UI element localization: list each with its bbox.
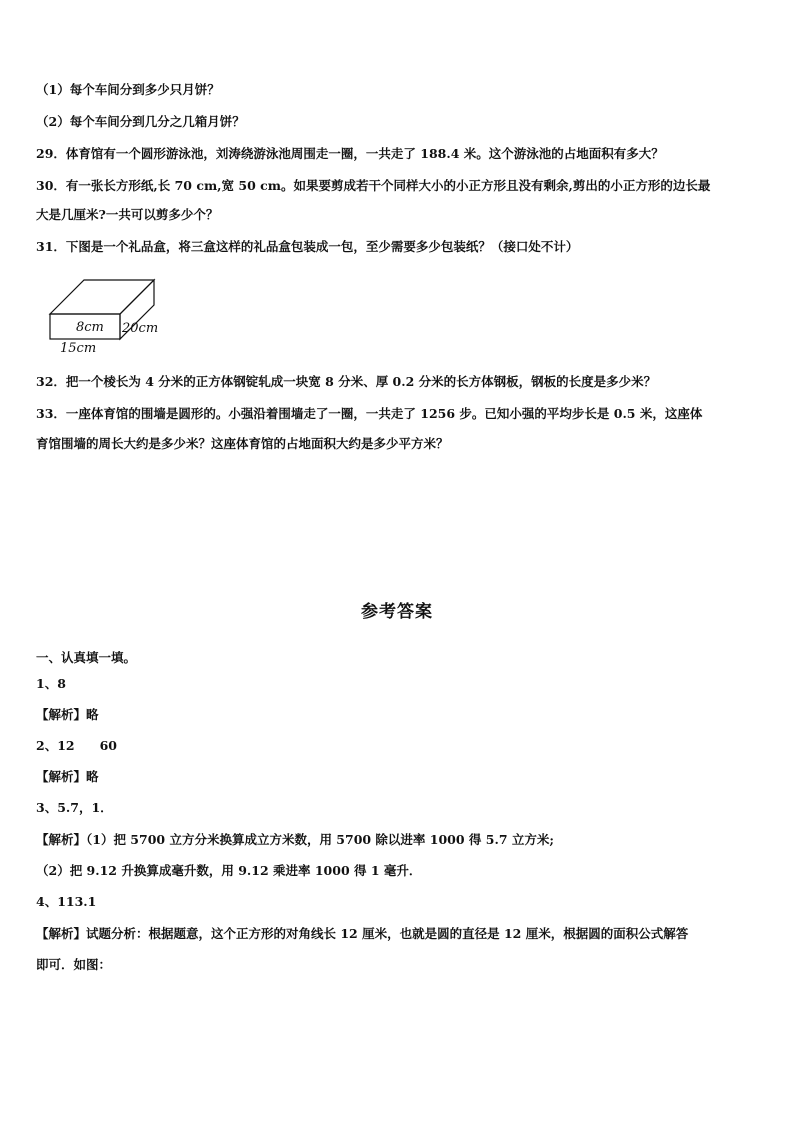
q29: 29．体育馆有一个圆形游泳池，刘涛绕游泳池周围走一圈，一共走了 188.4 米。这个游泳池的占地面积有多大？ [36,146,664,161]
length-label: 15cm [60,341,97,356]
q32: 32．把一个棱长为 4 分米的正方体钢锭轧成一块宽 8 分米、厚 0.2 分米的长方体钢板，钢板的长度是多少米？ [36,374,657,389]
q33-line2: 育馆围墙的周长大约是多少米？这座体育馆的占地面积大约是多少平方米？ [36,436,449,451]
answer-2: 2、12 60 [36,738,117,753]
answer-2-explanation: 【解析】略 [36,769,99,784]
width-label: 20cm [122,321,159,336]
height-label: 8cm [76,320,104,335]
q31: 31．下图是一个礼品盒，将三盒这样的礼品盒包装成一包，至少需要多少包装纸？（接口处不计） [36,239,579,254]
q30-line1: 30．有一张长方形纸,长 70 cm,宽 50 cm。如果要剪成若干个同样大小的小正方形且没有剩余,剪出的小正方形的边长最 [36,178,711,193]
q30-line2: 大是几厘米?一共可以剪多少个？ [36,207,219,222]
answer-4-explanation-1: 【解析】试题分析：根据题意，这个正方形的对角线长 12 厘米，也就是圆的直径是 12 厘米，根据圆的面积公式解答 [36,926,689,941]
q33-line1: 33．一座体育馆的围墙是圆形的。小强沿着围墙走了一圈，一共走了 1256 步。已知小强的平均步长是 0.5 米，这座体 [36,406,703,421]
gift-box-figure [36,270,176,360]
answer-1-explanation: 【解析】略 [36,707,99,722]
answer-4: 4、113.1 [36,894,97,909]
answer-3: 3、5.7，1． [36,800,113,815]
answer-4-explanation-2: 即可．如图： [36,957,112,972]
cuboid-top-face [50,280,154,314]
q28-sub2: （2）每个车间分到几分之几箱月饼？ [36,114,245,129]
section-1-heading: 一、认真填一填。 [36,650,137,665]
q28-sub1: （1）每个车间分到多少只月饼？ [36,82,220,97]
answer-1: 1、8 [36,676,66,691]
answer-3-explanation-2: （2）把 9.12 升换算成毫升数，用 9.12 乘进率 1000 得 1 毫升． [36,863,422,878]
answers-title: 参考答案 [361,602,433,622]
answer-3-explanation-1: 【解析】（1）把 5700 立方分米换算成立方米数，用 5700 除以进率 1000 得 5.7 立方米; [36,832,554,847]
